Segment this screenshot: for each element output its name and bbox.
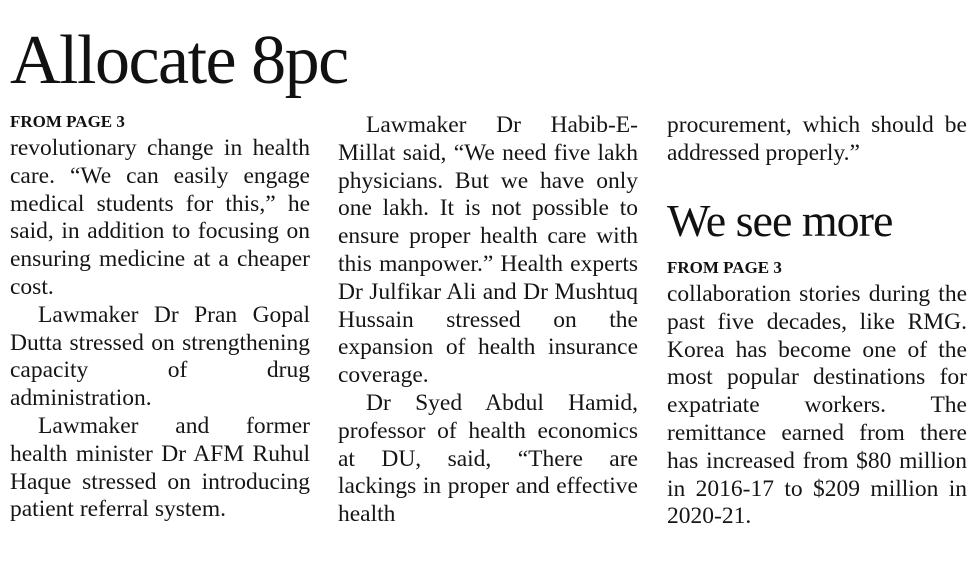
article-column-1: [10, 135, 310, 524]
paragraph: Lawmaker Dr Pran Gopal Dutta stressed on strengthening capacity of drug administration.: [10, 301, 310, 412]
paragraph: Lawmaker Dr Habib-E-Millat said, “We need five lakh physicians. But we have only one lakh. It is not possible to ensure proper health care with this manpower.” Health experts Dr Julfikar Ali and Dr Mushtuq Hussain stressed on the expansion of health insurance coverage.: [338, 112, 638, 389]
headline-allocate: Allocate 8pc: [10, 22, 348, 99]
article-column-3-continuation: [667, 112, 967, 168]
paragraph: Lawmaker and former health minister Dr AFM Ruhul Haque stressed on introducing patient referral system.: [10, 412, 310, 523]
from-page-kicker: FROM PAGE 3: [10, 112, 125, 131]
paragraph: procurement, which should be addressed properly.”: [667, 112, 967, 166]
article-column-3-second-story: [667, 281, 967, 531]
paragraph: collaboration stories during the past five decades, like RMG. Korea has become one of the most popular destinations for expatriate workers. The remittance earned from there has increased from $80 million in 2016-17 to $209 million in 2020-21.: [667, 281, 967, 530]
article-column-2: [338, 112, 638, 529]
headline-we-see-more: We see more: [667, 195, 893, 246]
from-page-kicker-second: FROM PAGE 3: [667, 258, 782, 277]
paragraph: Dr Syed Abdul Hamid, professor of health economics at DU, said, “There are lackings in proper and effective health: [338, 389, 638, 528]
paragraph: revolutionary change in health care. “We can easily engage medical students for this,” he said, in addition to focusing on ensuring medicine at a cheaper cost.: [10, 135, 310, 300]
